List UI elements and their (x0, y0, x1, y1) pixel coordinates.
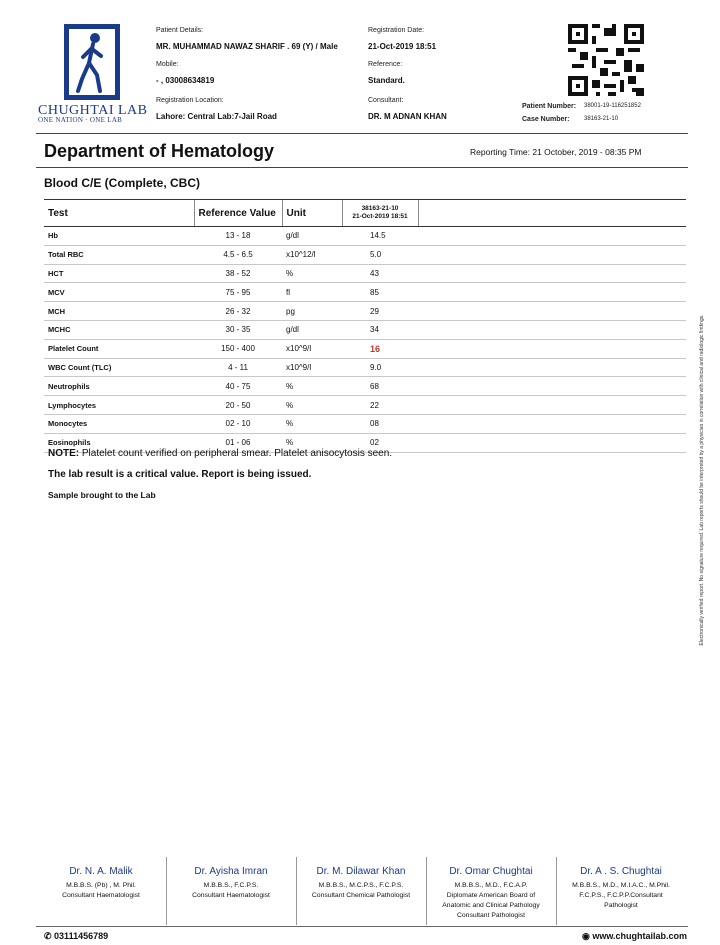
case-number-label: Case Number: (522, 116, 570, 123)
doctor-credential: Diplomate American Board of (446, 892, 536, 899)
reference-range: 26 - 32 (194, 302, 282, 321)
result-value: 9.0 (342, 358, 418, 377)
consultant-label: Consultant: (368, 97, 404, 104)
phone-icon: ✆ (44, 931, 55, 941)
mobile-label: Mobile: (156, 61, 179, 68)
empty-cell (418, 414, 686, 433)
reference-range: 75 - 95 (194, 283, 282, 302)
test-name: MCHC (44, 320, 194, 339)
unit: % (282, 396, 342, 415)
result-value: 34 (342, 320, 418, 339)
col-header-date: 21-Oct-2019 18:51 (352, 213, 408, 220)
reference-range: 20 - 50 (194, 396, 282, 415)
qr-code (568, 24, 644, 101)
critical-note: The lab result is a critical value. Report is being issued. (48, 469, 312, 480)
header-divider (36, 133, 688, 134)
result-value: 14.5 (342, 227, 418, 246)
department-divider (36, 167, 688, 168)
empty-cell (418, 264, 686, 283)
empty-cell (418, 339, 686, 358)
doctor-credential: M.B.B.S., M.D., M.I.A.C., M.Phil. (572, 882, 670, 889)
test-name: Hb (44, 227, 194, 246)
col-header-test: Test (44, 200, 194, 227)
lab-logo (64, 24, 120, 100)
doctor-signature-block (36, 866, 166, 901)
registration-location: Lahore: Central Lab:7-Jail Road (156, 112, 277, 121)
doctor-signature-block (556, 866, 686, 911)
table-row (44, 283, 686, 302)
empty-cell (418, 377, 686, 396)
col-header-unit: Unit (282, 200, 342, 227)
sample-note: Sample brought to the Lab (48, 490, 156, 500)
unit: x10^9/l (282, 339, 342, 358)
registration-location-label: Registration Location: (156, 97, 224, 104)
consultant-name: DR. M ADNAN KHAN (368, 112, 447, 121)
website-url: www.chughtailab.com (592, 931, 688, 941)
reference-range: 40 - 75 (194, 377, 282, 396)
doctor-divider (166, 857, 167, 925)
col-header-case: 38163-21-10 (361, 205, 399, 212)
test-title: Blood C/E (Complete, CBC) (44, 176, 200, 190)
empty-cell (418, 302, 686, 321)
test-name: MCH (44, 302, 194, 321)
side-disclaimer: Electronically verified report. No signature required. Lab reports should be interpreted by a physician in correlation with clinical and radiologic findings. (699, 314, 705, 646)
doctor-credential: Consultant Haematologist (192, 892, 270, 899)
reference-value: Standard. (368, 76, 405, 85)
empty-cell (418, 283, 686, 302)
doctor-signature-block (426, 866, 556, 921)
empty-cell (418, 320, 686, 339)
reference-range: 4 - 11 (194, 358, 282, 377)
brand-name: CHUGHTAI LAB (38, 103, 148, 118)
doctor-signature-block (166, 866, 296, 901)
patient-number: 38001-19-116251852 (584, 103, 641, 109)
registration-date-label: Registration Date: (368, 27, 425, 34)
table-row (44, 227, 686, 246)
globe-icon: ◉ (582, 931, 593, 941)
registration-date: 21-Oct-2019 18:51 (368, 42, 437, 51)
reference-range: 150 - 400 (194, 339, 282, 358)
doctor-credential: Pathologist (604, 902, 638, 909)
reference-range: 30 - 35 (194, 320, 282, 339)
col-header-result (342, 200, 418, 227)
unit: g/dl (282, 227, 342, 246)
result-value: 43 (342, 264, 418, 283)
unit: % (282, 414, 342, 433)
test-name: Lymphocytes (44, 396, 194, 415)
col-header-empty (418, 200, 686, 227)
mobile-number: - , 03008634819 (156, 76, 215, 85)
unit: % (282, 433, 342, 452)
table-row (44, 377, 686, 396)
patient-details: MR. MUHAMMAD NAWAZ SHARIF . 69 (Y) / Male (156, 42, 338, 51)
table-row (44, 414, 686, 433)
doctor-credential: Consultant Pathologist (456, 912, 525, 919)
reporting-time: Reporting Time: 21 October, 2019 - 08:35 PM (470, 147, 642, 157)
footer-website[interactable] (582, 931, 687, 942)
doctor-credential: F.C.P.S., F.C.P.P.Consultant (579, 892, 663, 899)
test-name: Monocytes (44, 414, 194, 433)
doctor-credential: M.B.B.S., M.D., F.C.A.P. (454, 882, 528, 889)
table-row (44, 396, 686, 415)
doctor-name: Dr. N. A. Malik (69, 866, 133, 877)
table-row (44, 264, 686, 283)
result-value: 22 (342, 396, 418, 415)
reference-label: Reference: (368, 61, 403, 68)
doctor-divider (556, 857, 557, 925)
table-row (44, 302, 686, 321)
case-number: 38163-21-10 (584, 116, 619, 122)
result-value: 08 (342, 414, 418, 433)
patient-number-label: Patient Number: (522, 103, 577, 110)
unit: % (282, 377, 342, 396)
doctor-divider (426, 857, 427, 925)
unit: g/dl (282, 320, 342, 339)
walking-figure-icon (69, 29, 115, 95)
test-name: WBC Count (TLC) (44, 358, 194, 377)
unit: % (282, 264, 342, 283)
footer-divider (36, 926, 688, 927)
unit: fl (282, 283, 342, 302)
reference-range: 02 - 10 (194, 414, 282, 433)
test-name: Platelet Count (44, 339, 194, 358)
empty-cell (418, 245, 686, 264)
doctor-name: Dr. Ayisha Imran (194, 866, 268, 877)
note-label: NOTE: (48, 448, 80, 459)
unit: x10^9/l (282, 358, 342, 377)
doctor-credential: M.B.B.S. (Pb) , M. Phil. (66, 882, 136, 889)
patient-details-label: Patient Details: (156, 27, 204, 34)
table-header-row (44, 200, 686, 227)
doctor-divider (296, 857, 297, 925)
test-name: HCT (44, 264, 194, 283)
doctor-name: Dr. A . S. Chughtai (580, 866, 662, 877)
table-row (44, 358, 686, 377)
result-value: 85 (342, 283, 418, 302)
reference-range: 4.5 - 6.5 (194, 245, 282, 264)
unit: x10^12/l (282, 245, 342, 264)
reference-range: 38 - 52 (194, 264, 282, 283)
doctor-name: Dr. M. Dilawar Khan (316, 866, 406, 877)
result-value: 5.0 (342, 245, 418, 264)
test-name: Eosinophils (44, 433, 194, 452)
result-value: 68 (342, 377, 418, 396)
doctor-credential: M.B.B.S., M.C.P.S., F.C.P.S. (318, 882, 404, 889)
doctor-name: Dr. Omar Chughtai (449, 866, 533, 877)
unit: pg (282, 302, 342, 321)
note (48, 448, 392, 459)
doctor-credential: Consultant Haematologist (62, 892, 140, 899)
brand-tagline: ONE NATION · ONE LAB (38, 116, 123, 124)
empty-cell (418, 396, 686, 415)
empty-cell (418, 227, 686, 246)
department-title: Department of Hematology (44, 141, 275, 161)
note-text: Platelet count verified on peripheral smear. Platelet anisocytosis seen. (79, 448, 393, 459)
doctor-credential: M.B.B.S., F.C.P.S. (203, 882, 259, 889)
reference-range: 01 - 06 (194, 433, 282, 452)
empty-cell (418, 433, 686, 452)
result-value: 16 (342, 339, 418, 358)
test-name: Total RBC (44, 245, 194, 264)
doctor-signature-block (296, 866, 426, 901)
test-name: Neutrophils (44, 377, 194, 396)
result-value: 29 (342, 302, 418, 321)
result-value: 02 (342, 433, 418, 452)
footer-phone[interactable] (44, 931, 108, 942)
phone-number: 03111456789 (54, 931, 109, 941)
empty-cell (418, 358, 686, 377)
doctor-credential: Consultant Chemical Pathologist (311, 892, 411, 899)
results-table (44, 199, 686, 453)
test-name: MCV (44, 283, 194, 302)
table-row (44, 339, 686, 358)
table-row (44, 245, 686, 264)
reference-range: 13 - 18 (194, 227, 282, 246)
table-row (44, 320, 686, 339)
col-header-reference: Reference Value (194, 200, 282, 227)
doctor-credential: Anatomic and Clinical Pathology (442, 902, 540, 909)
